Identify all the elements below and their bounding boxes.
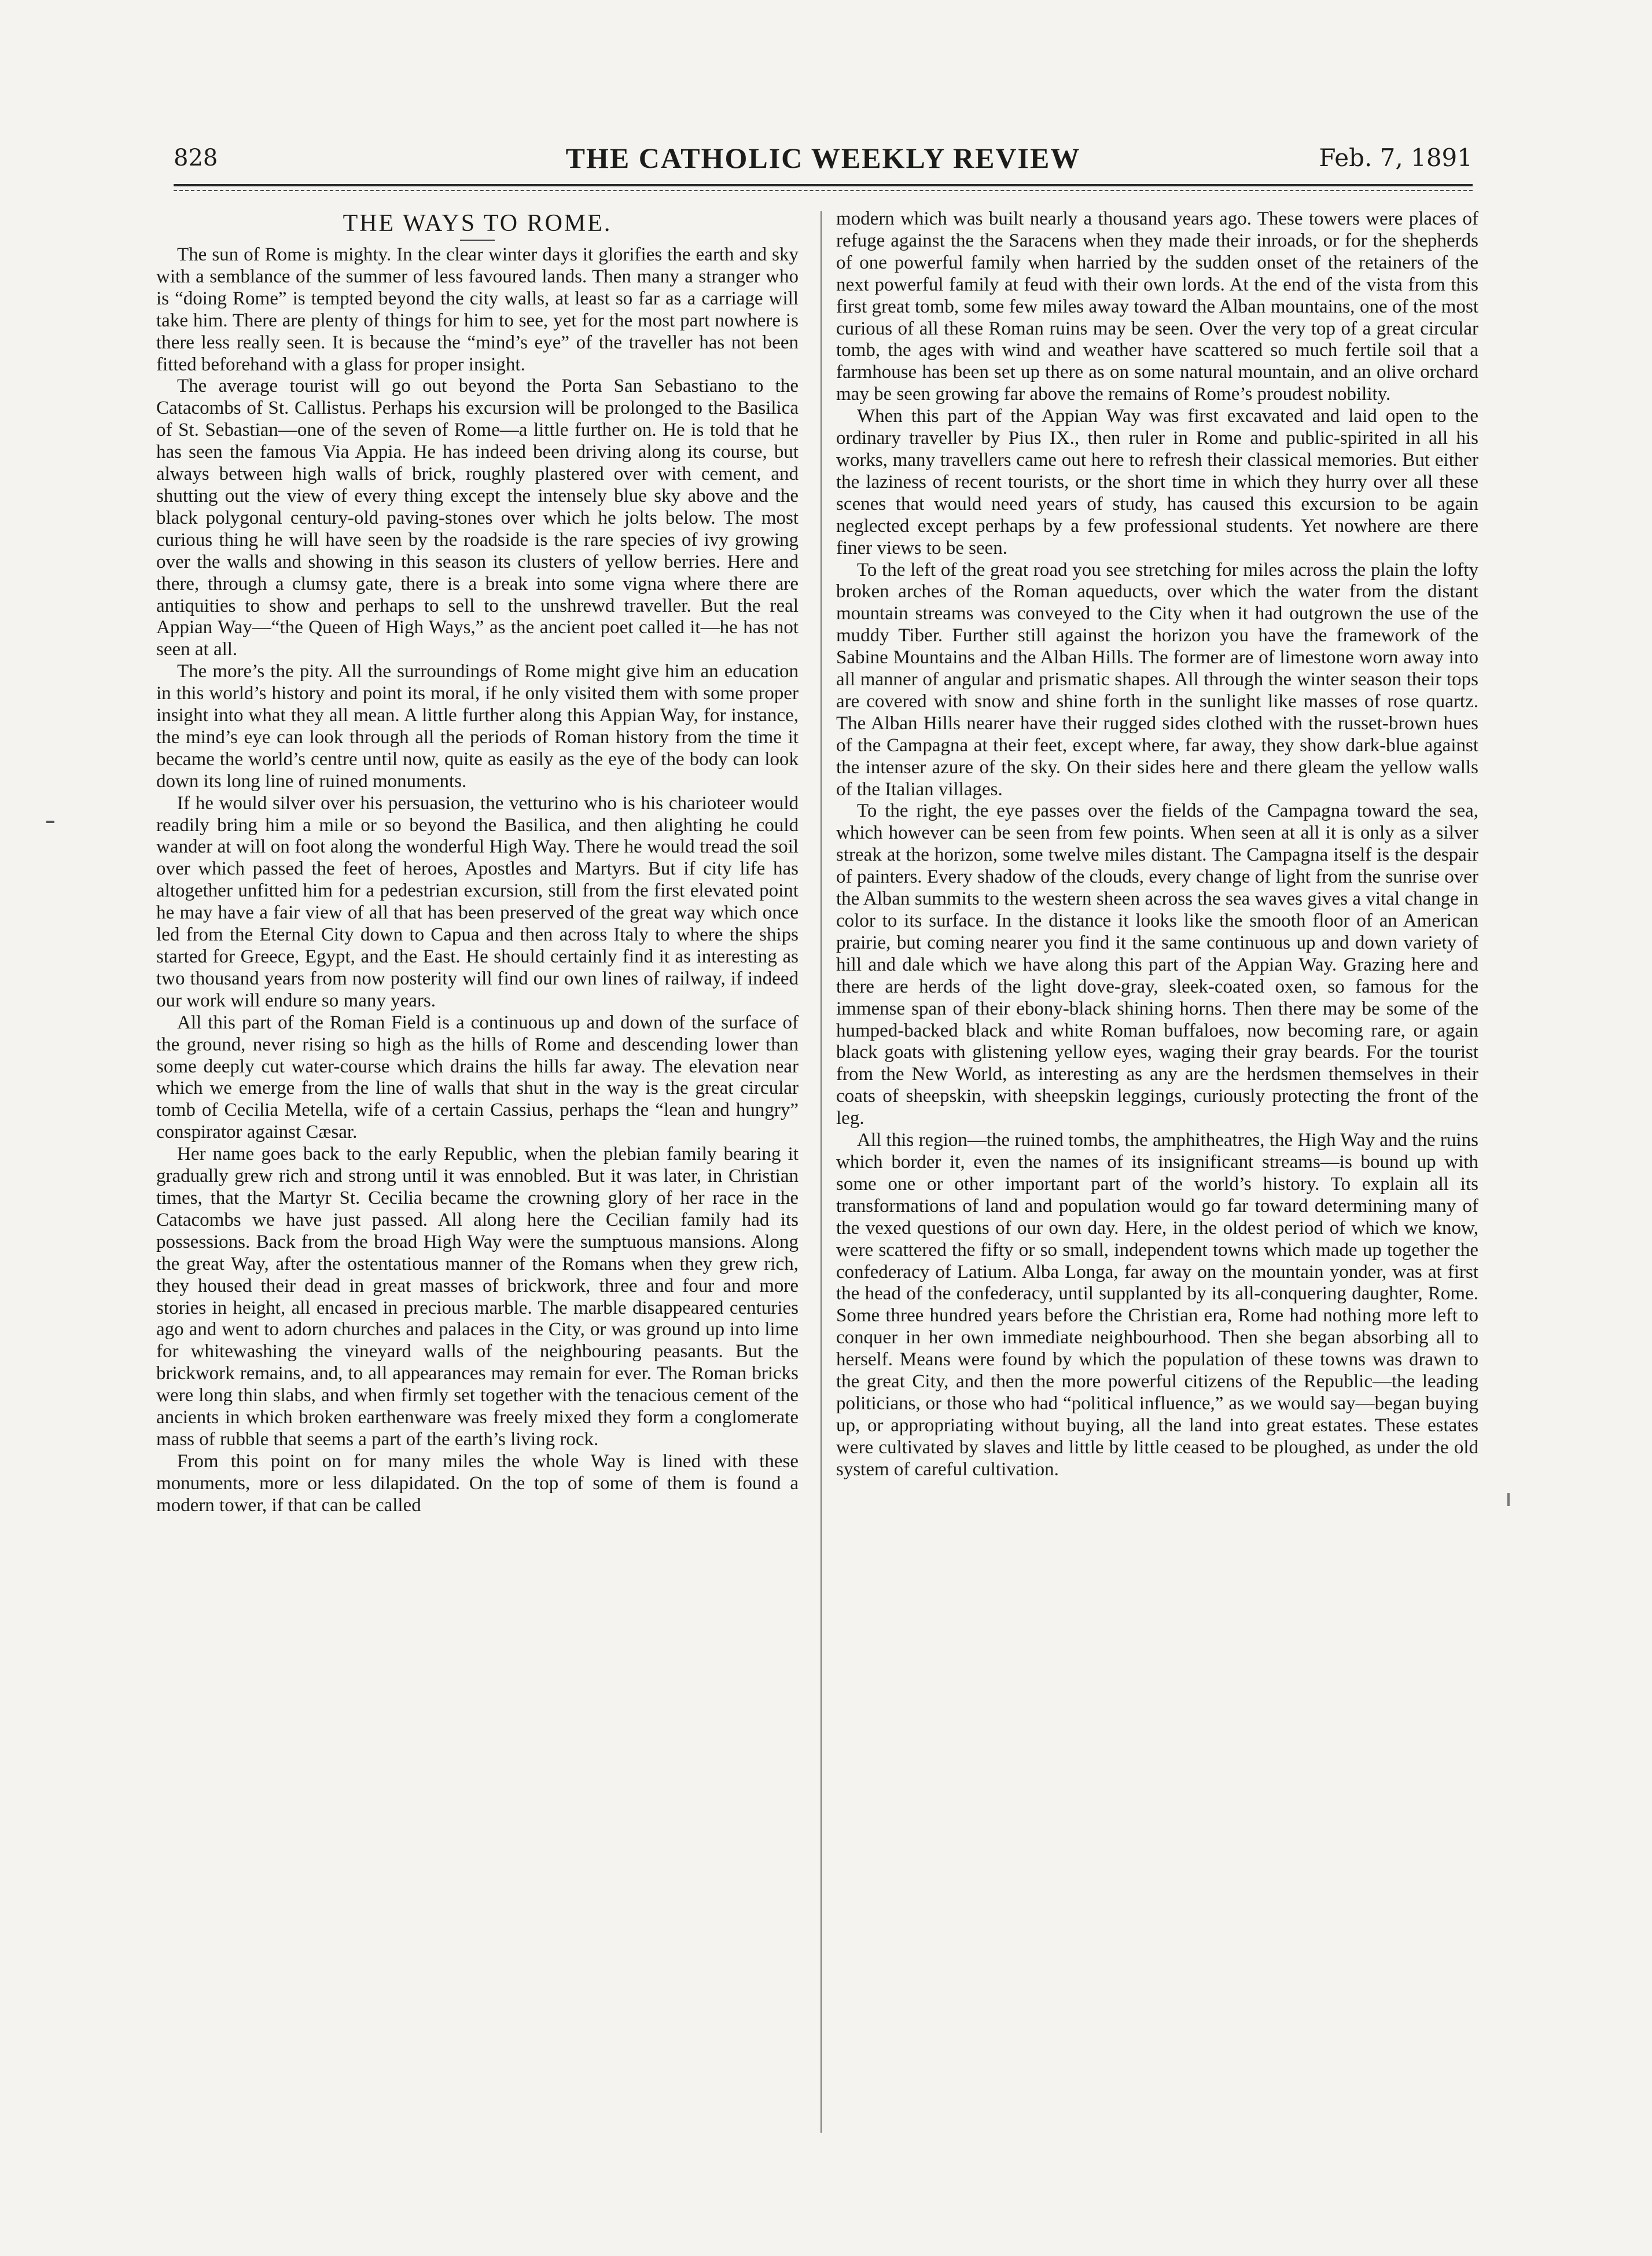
header-rule [174,184,1473,186]
page-header [174,138,1473,178]
article-paragraph: All this part of the Roman Field is a continuous up and down of the surface of the ground, never rising so high as the hills of Rome and descending lower than some deeply cut water-course which drains the hills far away. The elevation near which we emerge from the line of walls that shut in the way is the great circular tomb of Cecilia Metella, wife of a certain Cassius, perhaps the “lean and hungry” conspirator against Cæsar. [156,1012,799,1143]
article-paragraph: To the left of the great road you see stretching for miles across the plain the lofty broken arches of the Roman aqueducts, over which the water from the distant mountain streams was conveyed to the City when it had outgrown the use of the muddy Tiber. Further still against the horizon you have the framework of the Sabine Mountains and the Alban Hills. The former are of limestone worn away into all manner of angular and prismatic shapes. All through the winter season their tops are covered with snow and shine forth in the sunlight like masses of rose quartz. The Alban Hills nearer have their rugged sides clothed with the russet-brown hues of the Campagna at their feet, except where, far away, they show dark-blue against the intenser azure of the sky. On their sides here and there gleam the yellow walls of the Italian villages. [836,559,1478,800]
article-title: THE WAYS TO ROME. [343,210,612,237]
column-left [156,208,799,1517]
issue-date: Feb. 7, 1891 [1319,144,1473,172]
article-paragraph: From this point on for many miles the whole Way is lined with these monuments, more or less dilapidated. On the top of some of them is found a modern tower, if that can be called [156,1450,799,1516]
article-paragraph: The more’s the pity. All the surroundings of Rome might give him an education in this world’s history and point its moral, if he only visited them with some proper insight into what they all mean. A little further along this Appian Way, for instance, the mind’s eye can look through all the periods of Roman history from the time it became the world’s centre until now, quite as easily as the eye of the body can look down its long line of ruined monuments. [156,661,799,792]
article-paragraph: All this region—the ruined tombs, the amphitheatres, the High Way and the ruins which border it, even the names of its insignificant streams—is bound up with some one or other important part of the world’s history. To explain all its transformations of land and population would go far toward determining many of the vexed questions of our own day. Here, in the oldest period of which we know, were scattered the fifty or so small, independent towns which made up together the confederacy of Latium. Alba Longa, far away on the mountain yonder, was at first the head of the confederacy, until supplanted by its all-conquering daughter, Rome. Some three hundred years before the Christian era, Rome had nothing more left to conquer in her own immediate neighbourhood. Then she began absorbing all to herself. Means were found by which the population of these towns was drawn to the great City, and then the more powerful citizens of the Republic—the leading politicians, or those who had “political influence,” as we would say—began buying up, or appropriating without buying, all the land into great estates. These estates were cultivated by slaves and little by little ceased to be ploughed, as under the old system of careful cultivation. [836,1130,1478,1480]
page-number: 828 [174,145,218,171]
column-divider [821,211,822,2133]
article-paragraph: To the right, the eye passes over the fields of the Campagna toward the sea, which however can be seen from few points. When seen at all it is only as a silver streak at the horizon, some twelve miles distant. The Campagna itself is the despair of painters. Every shadow of the clouds, every change of light from the sunrise over the Alban summits to the western sheen across the sea waves gives a vital change in color to its surface. In the distance it looks like the smooth floor of an American prairie, but coming nearer you find it the same continuous up and down variety of hill and dale which we have along this part of the Appian Way. Grazing here and there are herds of the light dove-gray, sleek-coated oxen, so famous for the immense span of their ebony-black shining horns. Then there may be some of the humped-backed black and white Roman buffaloes, now becoming rare, or again black goats with glistening yellow eyes, waging their gray beards. For the tourist from the New World, as interesting as any are the herdsmen themselves in their coats of sheepskin, with sheepskin leggings, curiously protecting the front of the leg. [836,800,1478,1129]
margin-mark [1507,1493,1510,1506]
article-paragraph: The average tourist will go out beyond the Porta San Sebastiano to the Catacombs of St. Callistus. Perhaps his excursion will be prolonged to the Basilica of St. Sebastian—one of the seven of Rome—a little further on. He is told that he has seen the famous Via Appia. He has indeed been driving along its course, but always between high walls of brick, roughly plastered over with cement, and shutting out the view of every thing except the intensely blue sky above and the black polygonal century-old paving-stones over which he jolts below. The most curious thing he will have seen by the roadside is the rare species of ivy growing over the walls and showing in this season its clusters of yellow berries. Here and there, through a clumsy gate, there is a break into some vigna where there are antiquities to show and perhaps to sell to the unshrewd traveller. But the real Appian Way—“the Queen of High Ways,” as the ancient poet called it—he has not seen at all. [156,376,799,660]
column-right [836,208,1478,1481]
article-paragraph: modern which was built nearly a thousand years ago. These towers were places of refuge against the the Saracens when they made their inroads, or for the shepherds of one powerful family when harried by the sudden onset of the retainers of the next powerful family at feud with their own lords. At the end of the vista from this first great tomb, some few miles away toward the Alban mountains, one of the most curious of all these Roman ruins may be seen. Over the very top of a great circular tomb, the ages with wind and weather have scattered so much fertile soil that a farmhouse has been set up there as on some natural mountain, and an olive orchard may be seen growing far above the remains of Rome’s proudest nobility. [836,208,1478,405]
header-rule-dashed [174,190,1473,191]
publication-title: THE CATHOLIC WEEKLY REVIEW [565,142,1081,174]
title-rule [460,240,495,241]
article-paragraph: When this part of the Appian Way was first excavated and laid open to the ordinary traveller by Pius IX., then ruler in Rome and public-spirited in all his works, many travellers came out here to refresh their classical memories. But either the laziness of recent tourists, or the short time in which they hurry over all these scenes that would need years of study, has caused this excursion to be again neglected except perhaps by a few professional students. Yet nowhere are there finer views to be seen. [836,406,1478,559]
article-paragraph: The sun of Rome is mighty. In the clear winter days it glorifies the earth and sky with a semblance of the summer of less favoured lands. Then many a stranger who is “doing Rome” is tempted beyond the city walls, at least so far as a carriage will take him. There are plenty of things for him to see, yet for the most part nowhere is there less really seen. It is because the “mind’s eye” of the traveller has not been fitted beforehand with a glass for proper insight. [156,244,799,375]
article-paragraph: If he would silver over his persuasion, the vetturino who is his charioteer would readily bring him a mile or so beyond the Basilica, and then alighting he could wander at will on foot along the wonderful High Way. There he would tread the soil over which passed the feet of heroes, Apostles and Martyrs. But if city life has altogether unfitted him for a pedestrian excursion, still from the first elevated point he may have a fair view of all that has been preserved of the great way which once led from the Eternal City down to Capua and then across Italy to where the ships started for Greece, Egypt, and the East. He should certainly find it as interesting as two thousand years from now posterity will find our own lines of railway, if indeed our work will endure so many years. [156,792,799,1011]
margin-mark [46,821,54,823]
article-paragraph: Her name goes back to the early Republic, when the plebian family bearing it gradually grew rich and strong until it was ennobled. But it was later, in Christian times, that the Martyr St. Cecilia became the crowning glory of her race in the Catacombs we have just passed. All along here the Cecilian family had its possessions. Back from the broad High Way were the sumptuous mansions. Along the great Way, after the ostentatious manner of the Romans when they grew rich, they housed their dead in great masses of brickwork, three and four and more stories in height, all encased in precious marble. The marble disappeared centuries ago and went to adorn churches and palaces in the City, or was ground up into lime for whitewashing the vineyard walls of the neighbouring peasants. But the brickwork remains, and, to all appearances may remain for ever. The Roman bricks were long thin slabs, and when firmly set together with the tenacious cement of the ancients in which broken earthenware was freely mixed they form a conglomerate mass of rubble that seems a part of the earth’s living rock. [156,1144,799,1450]
